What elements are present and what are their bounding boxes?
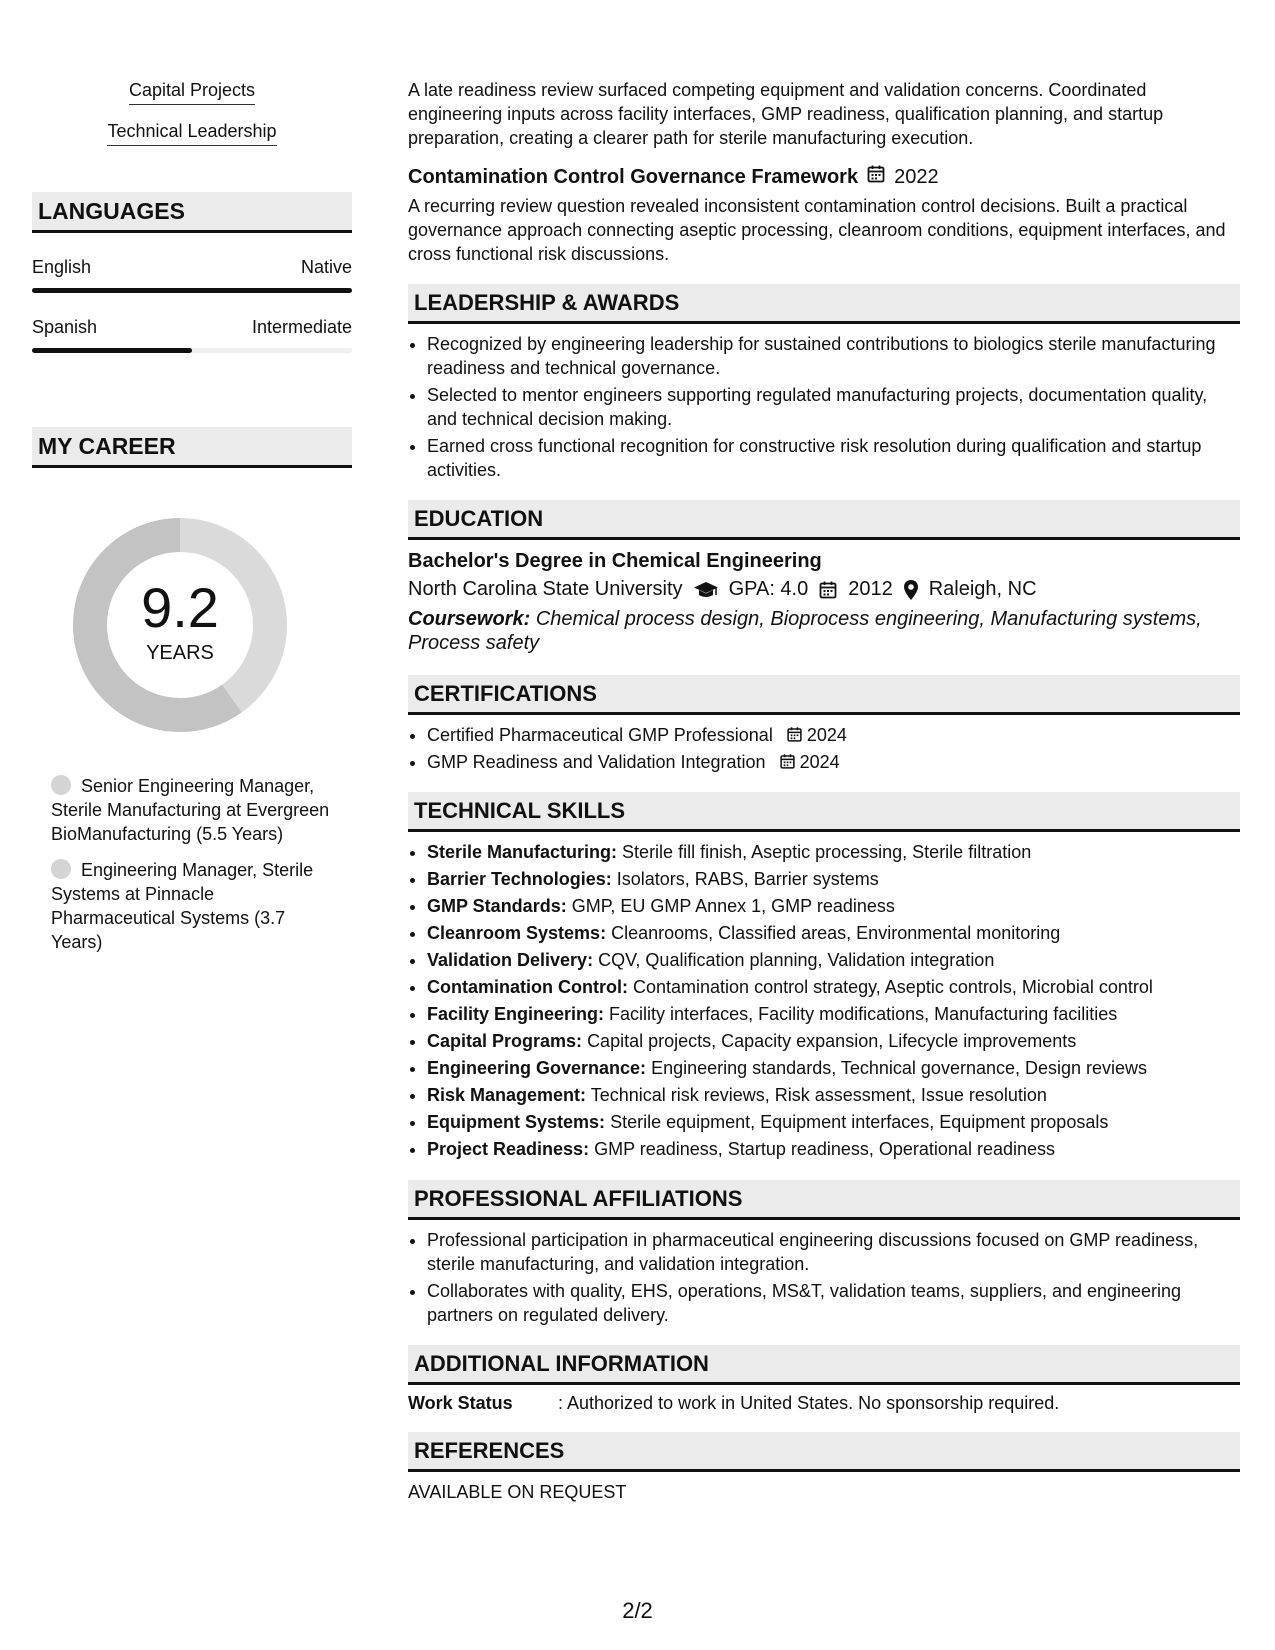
coursework-label: Coursework: xyxy=(408,608,531,630)
skill-category: Facility Engineering: xyxy=(427,1004,605,1024)
career-item xyxy=(51,858,331,954)
language-name: English xyxy=(32,257,92,277)
career-years-value: 9.2 xyxy=(141,575,219,639)
skill-values: Technical risk reviews, Risk assessment, Issue resolution xyxy=(590,1085,1047,1105)
project-description: A late readiness review surfaced competing equipment and validation concerns. Coordinated engineering inputs across facility interfaces, GMP readiness, qualification planning, and startup preparation, creating a clearer path for sterile manufacturing execution. xyxy=(408,80,1164,148)
language-level: Intermediate xyxy=(251,317,352,337)
graduation-cap-icon xyxy=(693,580,719,600)
language-name: Spanish xyxy=(32,317,98,337)
calendar-icon xyxy=(818,580,838,600)
skill-values: Sterile equipment, Equipment interfaces, Equipment proposals xyxy=(610,1112,1109,1132)
affiliations-heading: PROFESSIONAL AFFILIATIONS xyxy=(408,1180,1240,1220)
skill-category: Engineering Governance: xyxy=(427,1058,647,1078)
right-column xyxy=(408,78,1240,1503)
language-proficiency-fill xyxy=(32,288,352,293)
list-item xyxy=(427,750,1240,774)
skill-values: Sterile fill finish, Aseptic processing, Sterile filtration xyxy=(622,842,1032,862)
list-item: • Professional participation in pharmaceutical engineering discussions focused on GMP readiness, sterile manufacturing, and validation integration. xyxy=(427,1228,1240,1276)
skill-values: Cleanrooms, Classified areas, Environmental monitoring xyxy=(611,923,1061,943)
list-item xyxy=(427,1083,1240,1108)
list-item xyxy=(427,1029,1240,1054)
career-list xyxy=(51,774,331,954)
technical-skills-heading: TECHNICAL SKILLS xyxy=(408,792,1240,832)
certification-year-group xyxy=(779,750,840,774)
education-year: 2012 xyxy=(848,578,893,600)
skill-values: Facility interfaces, Facility modifications, Manufacturing facilities xyxy=(609,1004,1118,1024)
certification-name: Certified Pharmaceutical GMP Professional xyxy=(427,725,773,745)
career-dot-icon xyxy=(51,859,71,879)
skill-values: GMP readiness, Startup readiness, Operational readiness xyxy=(594,1139,1055,1159)
list-item: • Recognized by engineering leadership for sustained contributions to biologics sterile manufacturing readiness and technical governance. xyxy=(427,332,1240,380)
skill-category: Capital Programs: xyxy=(427,1031,583,1051)
skill-category: Equipment Systems: xyxy=(427,1112,606,1132)
language-item xyxy=(32,317,352,353)
education-degree: Bachelor's Degree in Chemical Engineering xyxy=(408,550,822,572)
career-item-text: Engineering Manager, Sterile Systems at Pinnacle Pharmaceutical Systems (3.7 Years) xyxy=(51,860,314,952)
technical-skills-list xyxy=(408,840,1240,1162)
skill-values: Contamination control strategy, Aseptic controls, Microbial control xyxy=(633,977,1153,997)
list-item xyxy=(427,1002,1240,1027)
additional-info-heading: ADDITIONAL INFORMATION xyxy=(408,1345,1240,1385)
languages-heading: LANGUAGES xyxy=(32,192,352,233)
list-item xyxy=(427,1137,1240,1162)
language-proficiency-fill xyxy=(32,348,192,353)
calendar-icon xyxy=(786,723,803,747)
list-item xyxy=(427,1056,1240,1081)
skill-category: Barrier Technologies: xyxy=(427,869,612,889)
work-status-row xyxy=(408,1393,1240,1414)
project-title-row xyxy=(408,164,1240,190)
skill-category: Risk Management: xyxy=(427,1085,587,1105)
certifications-list xyxy=(408,723,1240,774)
education-meta xyxy=(408,578,1240,601)
skill-tags xyxy=(32,80,352,146)
list-item xyxy=(427,840,1240,865)
skill-tag: Capital Projects xyxy=(129,80,255,105)
list-item: • Selected to mentor engineers supporting regulated manufacturing projects, documentation quality, and technical decision making. xyxy=(427,383,1240,431)
career-years-unit: YEARS xyxy=(146,641,214,664)
affiliations-list xyxy=(408,1228,1240,1327)
language-proficiency-bar xyxy=(32,288,352,293)
references-text: AVAILABLE ON REQUEST xyxy=(408,1482,627,1502)
skill-category: Sterile Manufacturing: xyxy=(427,842,618,862)
leadership-heading: LEADERSHIP & AWARDS xyxy=(408,284,1240,324)
skill-values: Engineering standards, Technical governance, Design reviews xyxy=(651,1058,1148,1078)
coursework-text: Chemical process design, Bioprocess engineering, Manufacturing systems, Process safety xyxy=(408,608,1202,654)
education-school: North Carolina State University xyxy=(408,578,683,600)
career-donut-chart xyxy=(65,510,295,740)
education-location: Raleigh, NC xyxy=(928,578,1037,600)
skill-tag: Technical Leadership xyxy=(107,121,276,146)
references-heading: REFERENCES xyxy=(408,1432,1240,1472)
language-item xyxy=(32,257,352,293)
certification-name: GMP Readiness and Validation Integration xyxy=(427,752,766,772)
skill-values: CQV, Qualification planning, Validation integration xyxy=(598,950,995,970)
career-item-text: Senior Engineering Manager, Sterile Manufacturing at Evergreen BioManufacturing (5.5 Years) xyxy=(51,776,330,844)
calendar-icon xyxy=(866,164,886,190)
language-level: Native xyxy=(300,257,352,277)
project-title: Contamination Control Governance Framework xyxy=(408,165,859,188)
certifications-heading: CERTIFICATIONS xyxy=(408,675,1240,715)
skill-category: Cleanroom Systems: xyxy=(427,923,607,943)
skill-category: GMP Standards: xyxy=(427,896,567,916)
career-dot-icon xyxy=(51,775,71,795)
list-item xyxy=(427,975,1240,1000)
skill-category: Project Readiness: xyxy=(427,1139,590,1159)
education-heading: EDUCATION xyxy=(408,500,1240,540)
list-item: • Collaborates with quality, EHS, operations, MS&T, validation teams, suppliers, and engineering partners on regulated delivery. xyxy=(427,1279,1240,1327)
skill-values: Capital projects, Capacity expansion, Lifecycle improvements xyxy=(587,1031,1077,1051)
work-status-label: Work Status xyxy=(408,1393,513,1413)
education-coursework xyxy=(408,607,1240,655)
list-item xyxy=(427,1110,1240,1135)
list-item xyxy=(427,867,1240,892)
skill-values: Isolators, RABS, Barrier systems xyxy=(616,869,879,889)
list-item xyxy=(427,723,1240,747)
left-column xyxy=(32,80,352,966)
skill-values: GMP, EU GMP Annex 1, GMP readiness xyxy=(571,896,895,916)
calendar-icon xyxy=(779,750,796,774)
language-proficiency-bar xyxy=(32,348,352,353)
skill-category: Contamination Control: xyxy=(427,977,628,997)
list-item xyxy=(427,894,1240,919)
career-heading: MY CAREER xyxy=(32,427,352,468)
list-item: • Earned cross functional recognition for constructive risk resolution during qualification and startup activities. xyxy=(427,434,1240,482)
certification-year: 2024 xyxy=(806,725,847,745)
certification-year: 2024 xyxy=(799,752,840,772)
list-item xyxy=(427,948,1240,973)
project-description: A recurring review question revealed inconsistent contamination control decisions. Built a practical governance approach connecting aseptic processing, cleanroom conditions, equipment interfaces, and cross functional risk discussions. xyxy=(408,196,1226,264)
certification-year-group xyxy=(786,723,847,747)
project-year: 2022 xyxy=(894,165,939,188)
leadership-list xyxy=(408,332,1240,482)
career-item xyxy=(51,774,331,846)
page-number: 2/2 xyxy=(622,1598,653,1623)
career-donut-center xyxy=(65,510,295,740)
list-item xyxy=(427,921,1240,946)
work-status-value: : Authorized to work in United States. No sponsorship required. xyxy=(558,1393,1060,1413)
skill-category: Validation Delivery: xyxy=(427,950,594,970)
map-pin-icon xyxy=(903,579,919,601)
education-gpa: GPA: 4.0 xyxy=(728,578,809,600)
